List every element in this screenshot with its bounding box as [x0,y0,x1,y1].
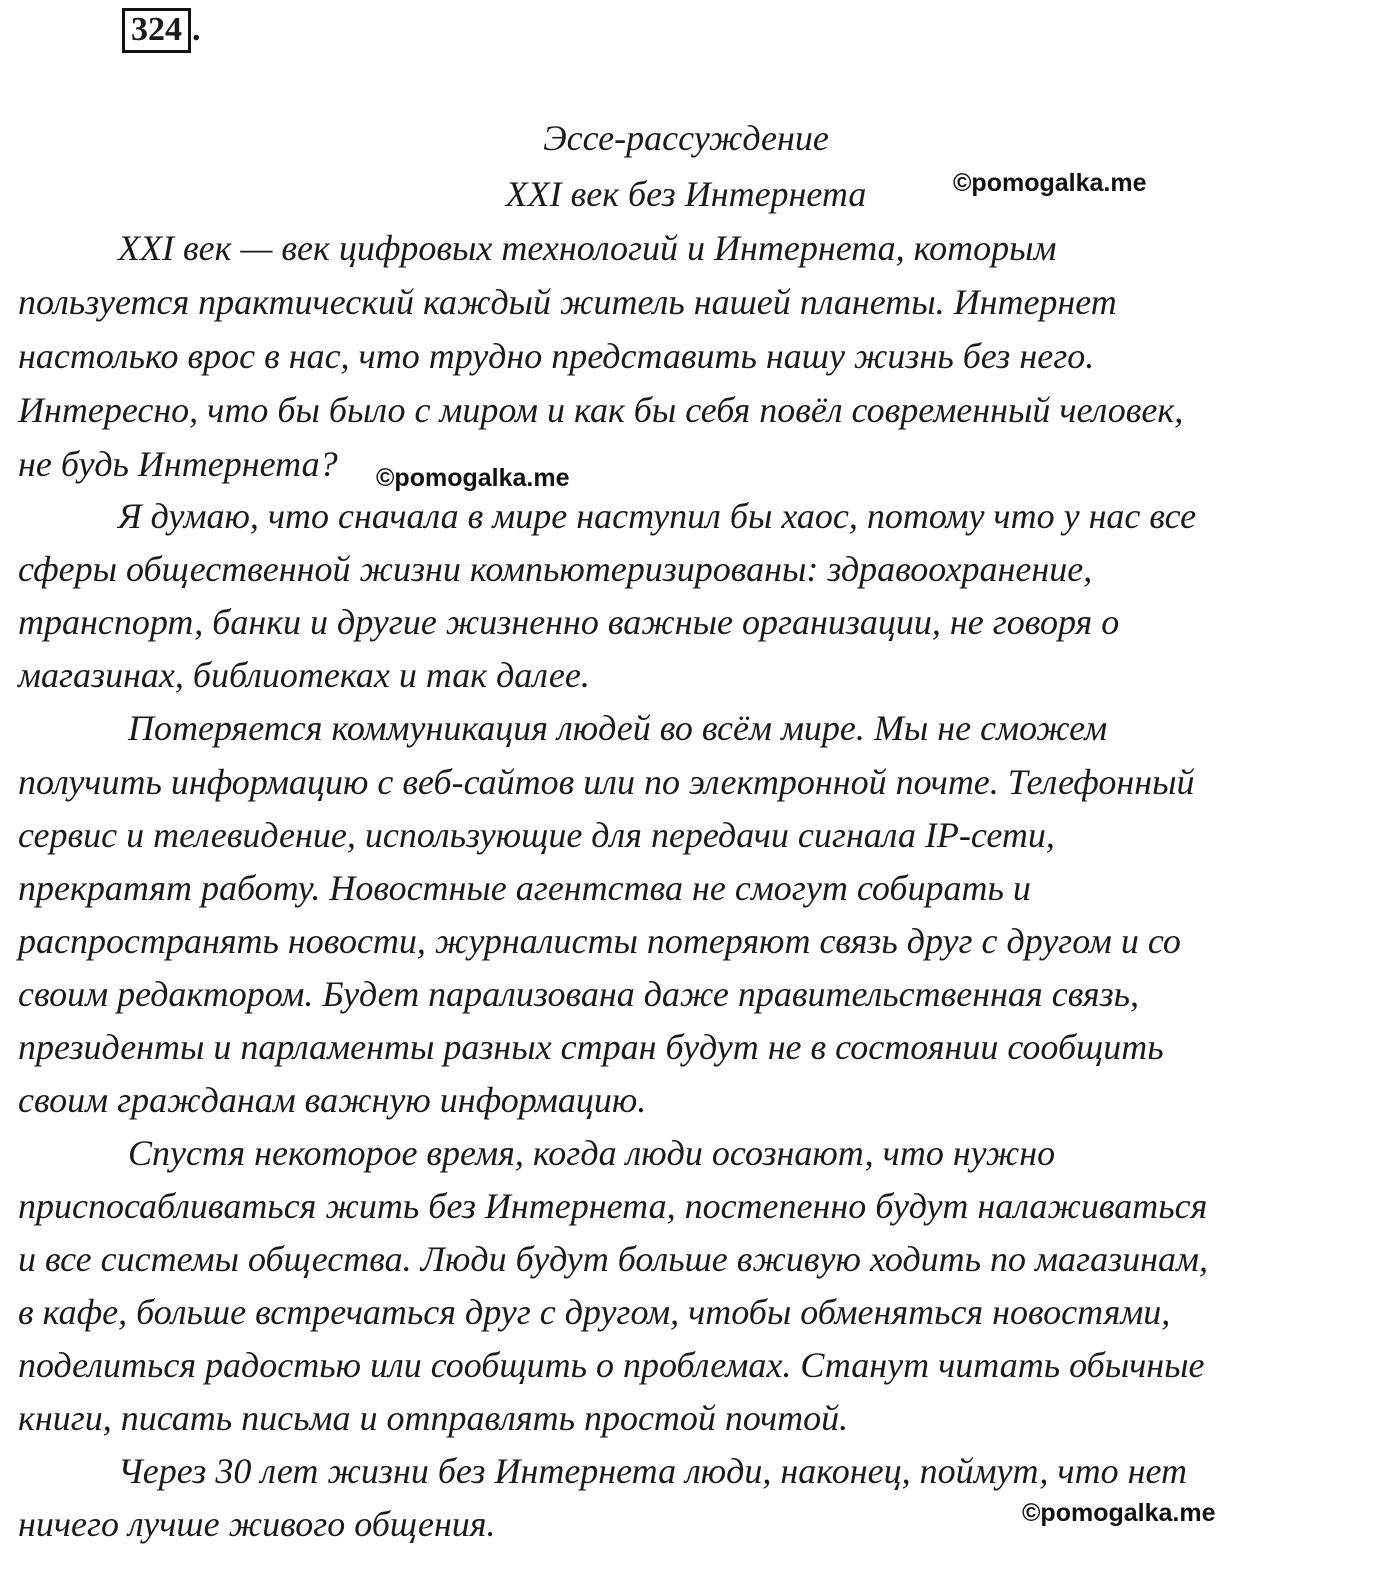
essay-line: магазинах, библиотеках и так далее. [18,655,590,695]
exercise-number-dot: . [192,11,201,48]
essay-title: XXI век без Интернета [505,174,867,214]
watermark-middle: ©pomogalka.me [376,464,570,492]
essay-line: не будь Интернета? [18,444,338,484]
watermark-bottom: ©pomogalka.me [1022,1499,1216,1527]
essay-line: сервис и телевидение, использующие для передачи сигнала IP-сети, [18,815,1055,855]
essay-line: транспорт, банки и другие жизненно важные организации, не говоря о [18,602,1120,642]
essay-line: XXI век — век цифровых технологий и Интернета, которым [118,228,1057,268]
essay-line: Я думаю, что сначала в мире наступил бы хаос, потому что у нас все [118,496,1197,536]
essay-line: своим редактором. Будет парализована даже правительственная связь, [18,974,1140,1014]
essay-line: Потеряется коммуникация людей во всём мире. Мы не сможем [128,708,1108,748]
essay-line: пользуется практический каждый житель нашей планеты. Интернет [18,282,1117,322]
essay-line: приспосабливаться жить без Интернета, постепенно будут налаживаться [18,1186,1208,1226]
essay-line: Спустя некоторое время, когда люди осознают, что нужно [128,1133,1056,1173]
essay-line: книги, писать письма и отправлять простой почтой. [18,1398,849,1438]
essay-line: сферы общественной жизни компьютеризированы: здравоохранение, [18,549,1093,589]
essay-line: своим гражданам важную информацию. [18,1080,647,1120]
essay-line: Интересно, что бы было с миром и как бы себя повёл современный человек, [18,390,1184,430]
essay-line: Через 30 лет жизни без Интернета люди, наконец, поймут, что нет [118,1451,1187,1491]
essay-line: настолько врос в нас, что трудно представить нашу жизнь без него. [18,336,1095,376]
watermark-top: ©pomogalka.me [953,169,1147,197]
essay-line: распространять новости, журналисты потеряют связь друг с другом и со [18,921,1181,961]
essay-line: прекратят работу. Новостные агентства не смогут собирать и [18,868,1031,908]
essay-genre: Эссе-рассуждение [543,118,829,158]
essay-line: ничего лучше живого общения. [18,1504,496,1544]
exercise-number-box: 324 [122,8,191,53]
essay-line: поделиться радостью или сообщить о проблемах. Станут читать обычные [18,1345,1205,1385]
essay-line: и все системы общества. Люди будут больше вживую ходить по магазинам, [18,1239,1208,1279]
exercise-number [122,8,201,53]
essay-line: президенты и парламенты разных стран будут не в состоянии сообщить [18,1027,1164,1067]
essay-line: в кафе, больше встречаться друг с другом, чтобы обменяться новостями, [18,1292,1171,1332]
essay-line: получить информацию с веб-сайтов или по электронной почте. Телефонный [18,762,1195,802]
